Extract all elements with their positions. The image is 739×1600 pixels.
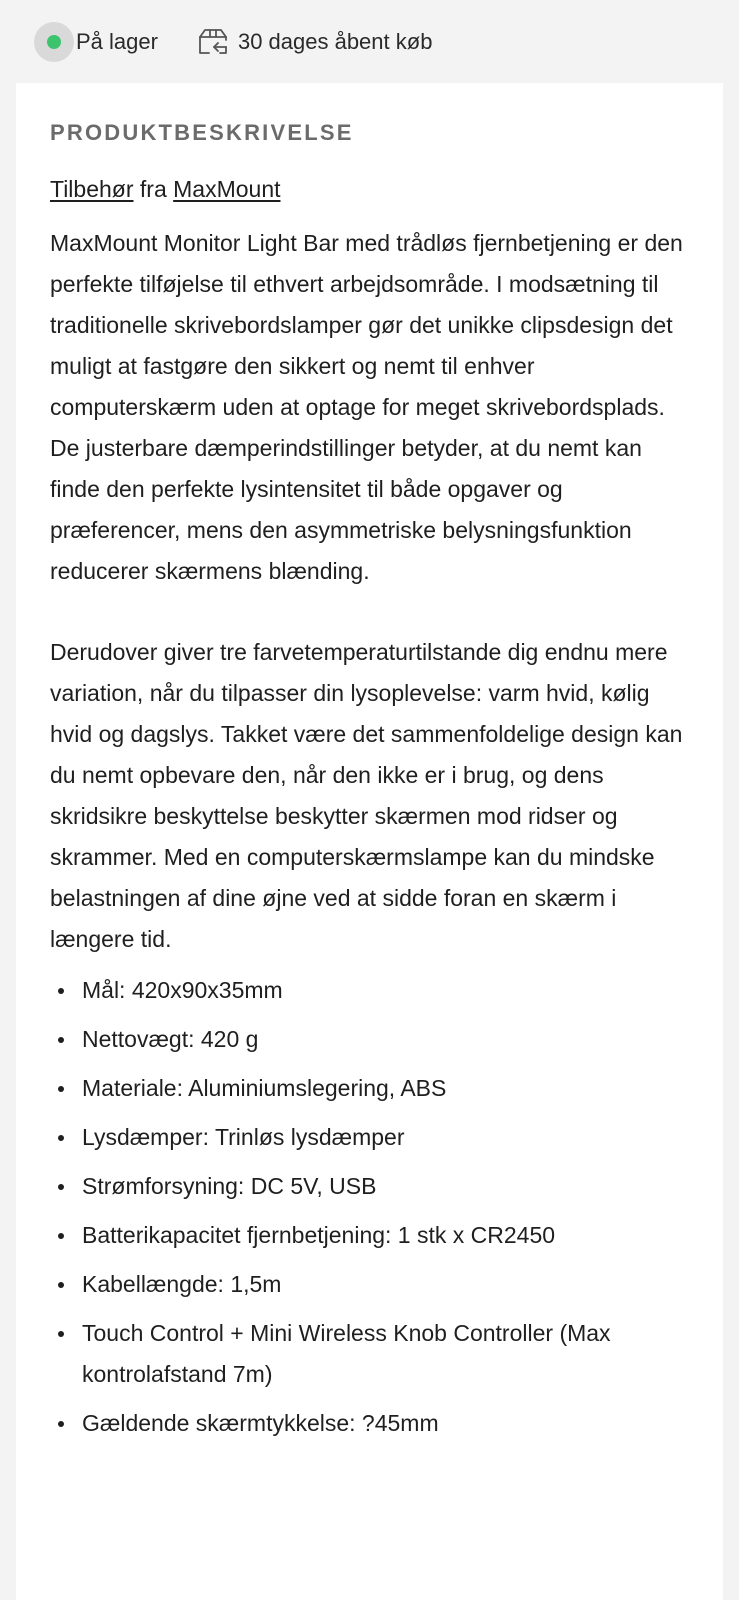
brand-link[interactable]: MaxMount <box>173 176 281 202</box>
stock-label: På lager <box>76 28 158 54</box>
product-description <box>16 119 723 1444</box>
spec-item: Lysdæmper: Trinløs lysdæmper <box>50 1117 689 1158</box>
spec-item: Mål: 420x90x35mm <box>50 970 689 1011</box>
spec-list <box>50 970 689 1444</box>
description-paragraph-1: MaxMount Monitor Light Bar med trådløs fjernbetjening er den perfekte tilføjelse til ethvert arbejdsområde. I modsætning til traditionelle skrivebordslamper gør det unikke clipsdesign det muligt at fastgøre den sikkert og nemt til enhver computerskærm uden at optage for meget skrivebordsplads. De justerbare dæmperindstillinger betyder, at du nemt kan finde den perfekte lysintensitet til både opgaver og præferencer, mens den asymmetriske belysningsfunktion reducerer skærmens blænding. <box>50 230 683 584</box>
spec-item: Touch Control + Mini Wireless Knob Controller (Max kontrolafstand 7m) <box>50 1313 689 1395</box>
availability-bar <box>16 0 723 83</box>
spec-item: Gældende skærmtykkelse: ?45mm <box>50 1403 689 1444</box>
spec-item: Strømforsyning: DC 5V, USB <box>50 1166 689 1207</box>
stock-indicator <box>34 22 74 62</box>
returns-label: 30 dages åbent køb <box>237 28 433 54</box>
product-page <box>16 0 723 1600</box>
spec-item: Nettovægt: 420 g <box>50 1019 689 1060</box>
returns-policy <box>196 27 432 57</box>
stock-status <box>46 22 158 62</box>
box-return-icon <box>196 27 230 57</box>
section-heading: PRODUKTBESKRIVELSE <box>50 120 354 145</box>
spec-item: Batterikapacitet fjernbetjening: 1 stk x CR2450 <box>50 1215 689 1256</box>
brand-line <box>50 175 689 203</box>
spec-item: Materiale: Aluminiumslegering, ABS <box>50 1068 689 1109</box>
category-link[interactable]: Tilbehør <box>50 176 134 202</box>
brand-connector: fra <box>139 176 167 202</box>
description-paragraph-2: Derudover giver tre farvetemperaturtilstande dig endnu mere variation, når du tilpasser din lysoplevelse: varm hvid, kølig hvid og dagslys. Takket være det sammenfoldelige design kan du nemt opbevare den, når den ikke er i brug, og dens skridsikre beskyttelse beskytter skærmen mod ridser og skrammer. Med en computerskærmslampe kan du mindske belastningen af dine øjne ved at sidde foran en skærm i længere tid. <box>50 639 683 952</box>
in-stock-dot-icon <box>47 35 61 49</box>
spec-item: Kabellængde: 1,5m <box>50 1264 689 1305</box>
